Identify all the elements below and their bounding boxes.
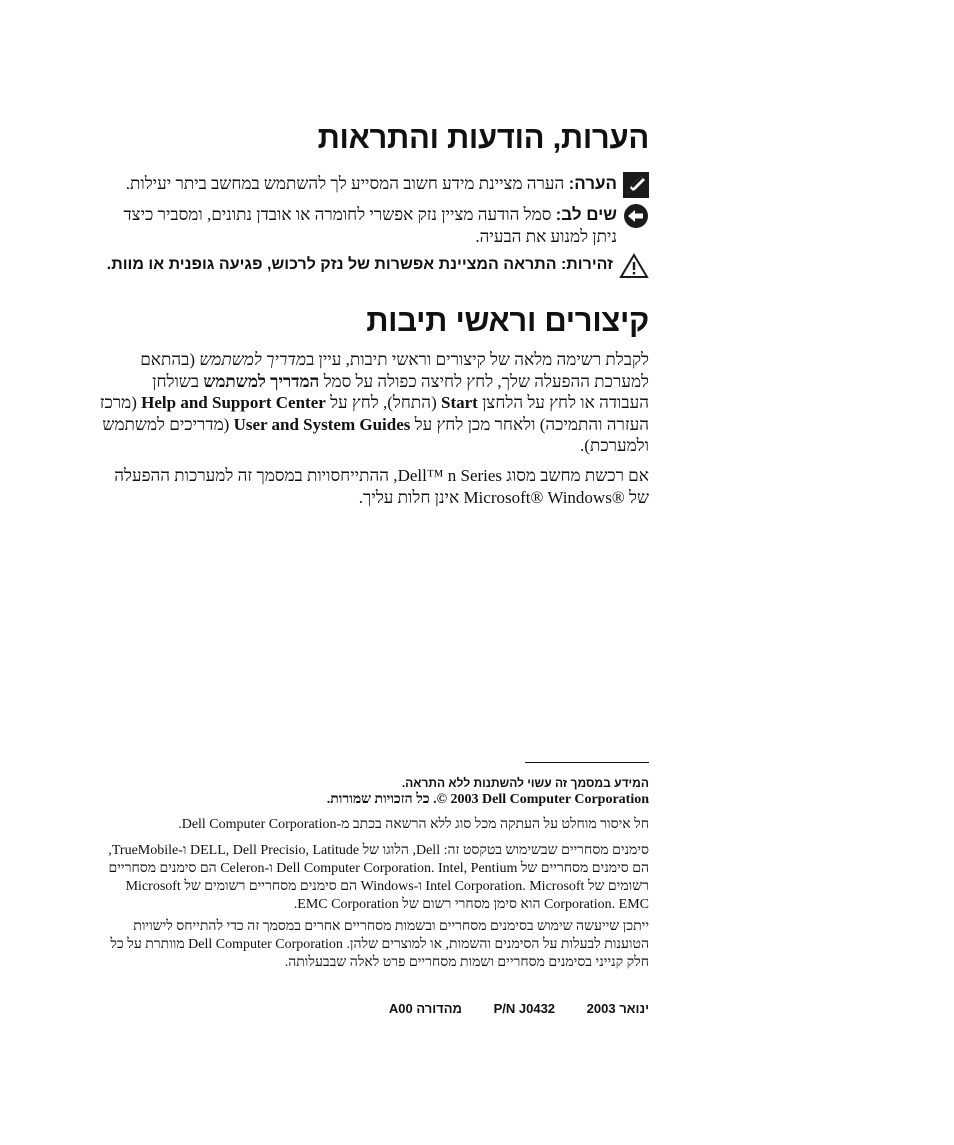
n-series-paragraph	[99, 465, 649, 508]
p1-text-1: לקבלת רשימה מלאה של קיצורים וראשי תיבות, עיין ב	[306, 350, 649, 369]
warning-block	[99, 254, 649, 276]
reproduction-notice: חל איסור מוחלט על העתקה מכל סוג ללא הרשאה בכתב מ-Dell Computer Corporation.	[178, 817, 649, 832]
other-trademarks-notice: ייתכן שייעשה שימוש בסימנים מסחריים ובשמות מסחריים אחרים במסמך זה כדי להתייחס לישויות הטוענות לבעלות על הסימנים והשמות, או למוצרים שלהן. Dell Computer Corporation מוותרת על כל חלק קנייני בסימנים מסחריים ושמות מסחריים פרט לאלה שבבעלותה.	[110, 919, 649, 970]
abbreviations-paragraph	[99, 349, 649, 457]
section-title-abbreviations: קיצורים וראשי תיבות	[366, 303, 649, 338]
copyright-hebrew: . כל הזכויות שמורות.	[326, 792, 437, 807]
warning-label: זהירות:	[560, 256, 613, 273]
p1-text-6: (מדריכים למשתמש ולמערכת).	[102, 414, 649, 455]
p1-text-3: בשולחן העבודה או לחץ על הלחצן	[152, 371, 649, 412]
notice-text: סמל הודעה מציין נזק אפשרי לחומרה או אובדן נתונים, ומסביר כיצד ניתן למנוע את הבעיה.	[123, 205, 617, 246]
help-support-center-reference: Help and Support Center	[141, 393, 326, 412]
p2-text-3: אינן חלות עליך.	[358, 487, 464, 507]
warning-triangle-icon	[619, 253, 649, 279]
note-text: הערה מציינת מידע חשוב המסייע לך להשתמש במחשב ביתר יעילות.	[125, 174, 569, 193]
user-system-guides-reference: User and System Guides	[233, 414, 411, 434]
notice-block	[99, 204, 649, 248]
p1-text-2: (בהתאם למערכת ההפעלה שלך, לחץ לחיצה כפולה על סמל	[140, 350, 649, 391]
publication-date: ינואר 2003	[586, 1001, 649, 1016]
copyright-line	[89, 791, 649, 809]
dell-n-series: Dell™ n Series	[397, 466, 503, 485]
p1-text-5: (מרכז העזרה והתמיכה) ולאחר מכן לחץ על	[99, 393, 649, 434]
user-guide-reference: מדריך למשתמש	[199, 350, 307, 369]
note-block	[99, 173, 649, 195]
user-guide-icon-reference: המדריך למשתמש	[203, 371, 320, 391]
p1-text-4: (התחל), לחץ על	[325, 393, 441, 412]
notice-label: שים לב:	[555, 205, 617, 224]
p2-text-2: , ההתייחסויות במסמך זה למערכות ההפעלה של	[114, 466, 649, 507]
footnote-divider	[525, 762, 649, 763]
trademarks-notice: סימנים מסחריים שבשימוש בטקסט זה: Dell, הלוגו של DELL, Dell Precisio, Latitude ו-TrueMobile, הם סימנים מסחריים של Dell Computer Corporation. Intel, Pentium ו-Celeron הם סימנים מסחריים רשומים של Intel Corporation. Microsoft ו-Windows הם סימנים מסחריים רשומים של Microsoft Corporation. EMC הוא סימן מסחרי רשום של EMC Corporation.	[108, 843, 649, 912]
copyright-english: © 2003 Dell Computer Corporation	[436, 792, 649, 807]
arrow-notice-icon	[623, 203, 649, 229]
section-title-notes: הערות, הודעות והתראות	[317, 120, 649, 155]
document-footer	[389, 1001, 649, 1016]
change-notice: המידע במסמך זה עשוי להשתנות ללא התראה.	[401, 776, 649, 790]
start-button-reference: Start	[441, 393, 478, 412]
revision: מהדורה A00	[388, 1001, 462, 1016]
note-label: הערה:	[568, 174, 617, 193]
microsoft-windows: Microsoft® Windows®	[463, 487, 625, 507]
pencil-note-icon	[623, 172, 649, 198]
part-number: P/N J0432	[493, 1001, 556, 1016]
p2-text-1: אם רכשת מחשב מסוג	[502, 466, 649, 485]
warning-text: התראה המציינת אפשרות של נזק לרכוש, פגיעה גופנית או מוות.	[106, 256, 561, 273]
